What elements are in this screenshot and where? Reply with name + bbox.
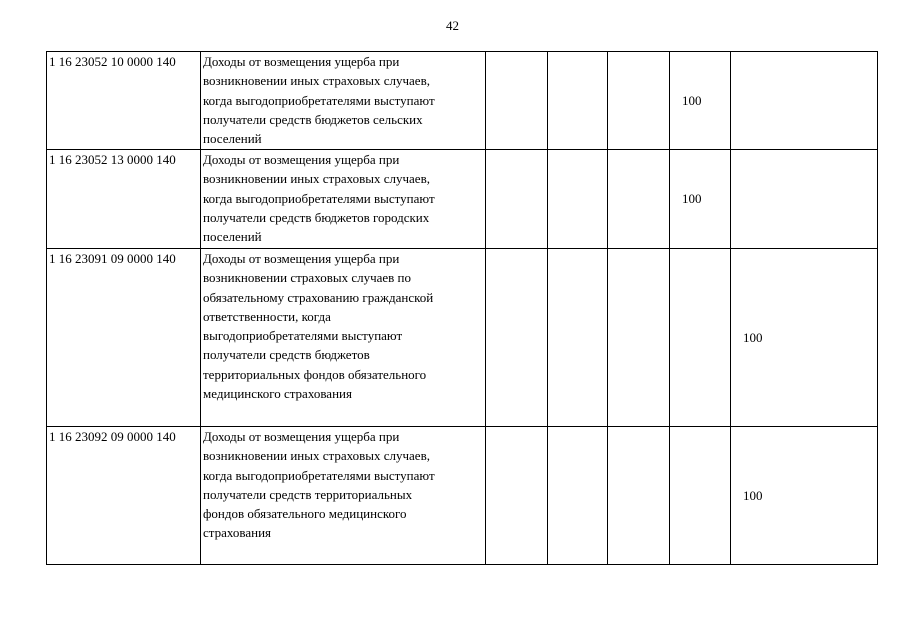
description-line: обязательному страхованию гражданской (203, 289, 434, 305)
table-row (47, 52, 878, 150)
value-cell: 100 (731, 427, 878, 565)
description-line: Доходы от возмещения ущерба при (203, 251, 400, 266)
description-line: возникновении иных страховых случаев, (203, 448, 430, 464)
budget-code: 1 16 23092 09 0000 140 (47, 427, 201, 565)
description-line: Доходы от возмещения ущерба при (203, 54, 400, 69)
value-cell (486, 52, 548, 150)
value-cell (548, 249, 608, 427)
value-cell (608, 249, 670, 427)
budget-code: 1 16 23052 10 0000 140 (47, 52, 201, 150)
description-line: получатели средств бюджетов (203, 347, 370, 363)
table-row (47, 249, 878, 427)
value-cell (486, 427, 548, 565)
budget-code: 1 16 23091 09 0000 140 (47, 249, 201, 427)
revenue-description (201, 249, 486, 427)
value-cell (731, 150, 878, 249)
description-line: фондов обязательного медицинского (203, 506, 407, 522)
description-line: получатели средств территориальных (203, 486, 413, 502)
value-cell (670, 427, 731, 565)
revenue-description (201, 52, 486, 150)
value-cell (486, 249, 548, 427)
description-line: когда выгодоприобретателями выступают (203, 467, 435, 483)
value-cell (731, 52, 878, 150)
value-cell: 100 (670, 150, 731, 249)
value-cell (608, 150, 670, 249)
description-line: возникновении иных страховых случаев, (203, 171, 430, 187)
description-line: когда выгодоприобретателями выступают (203, 92, 435, 108)
revenue-description (201, 427, 486, 565)
description-line: медицинского страхования (203, 386, 352, 402)
description-line: выгодоприобретателями выступают (203, 328, 403, 344)
description-line: территориальных фондов обязательного (203, 366, 427, 382)
description-line: когда выгодоприобретателями выступают (203, 190, 435, 206)
value-cell (670, 249, 731, 427)
description-line: Доходы от возмещения ущерба при (203, 429, 400, 444)
revenue-description (201, 150, 486, 249)
value-cell (548, 427, 608, 565)
table-row (47, 427, 878, 565)
description-line: страхования (203, 525, 272, 541)
description-line: получатели средств бюджетов сельских (203, 111, 423, 127)
value-cell (608, 427, 670, 565)
budget-code: 1 16 23052 13 0000 140 (47, 150, 201, 249)
page-number: 42 (446, 18, 459, 33)
description-line: возникновении страховых случаев по (203, 270, 412, 286)
revenue-table (46, 51, 878, 565)
description-line: возникновении иных страховых случаев, (203, 73, 430, 89)
value-cell (486, 150, 548, 249)
description-line: поселений (203, 229, 262, 245)
value-cell (548, 52, 608, 150)
value-cell: 100 (670, 52, 731, 150)
description-line: поселений (203, 131, 262, 147)
description-line: ответственности, когда (203, 308, 331, 324)
value-cell (548, 150, 608, 249)
description-line: Доходы от возмещения ущерба при (203, 152, 400, 167)
table-row (47, 150, 878, 249)
value-cell (608, 52, 670, 150)
description-line: получатели средств бюджетов городских (203, 209, 430, 225)
value-cell: 100 (731, 249, 878, 427)
